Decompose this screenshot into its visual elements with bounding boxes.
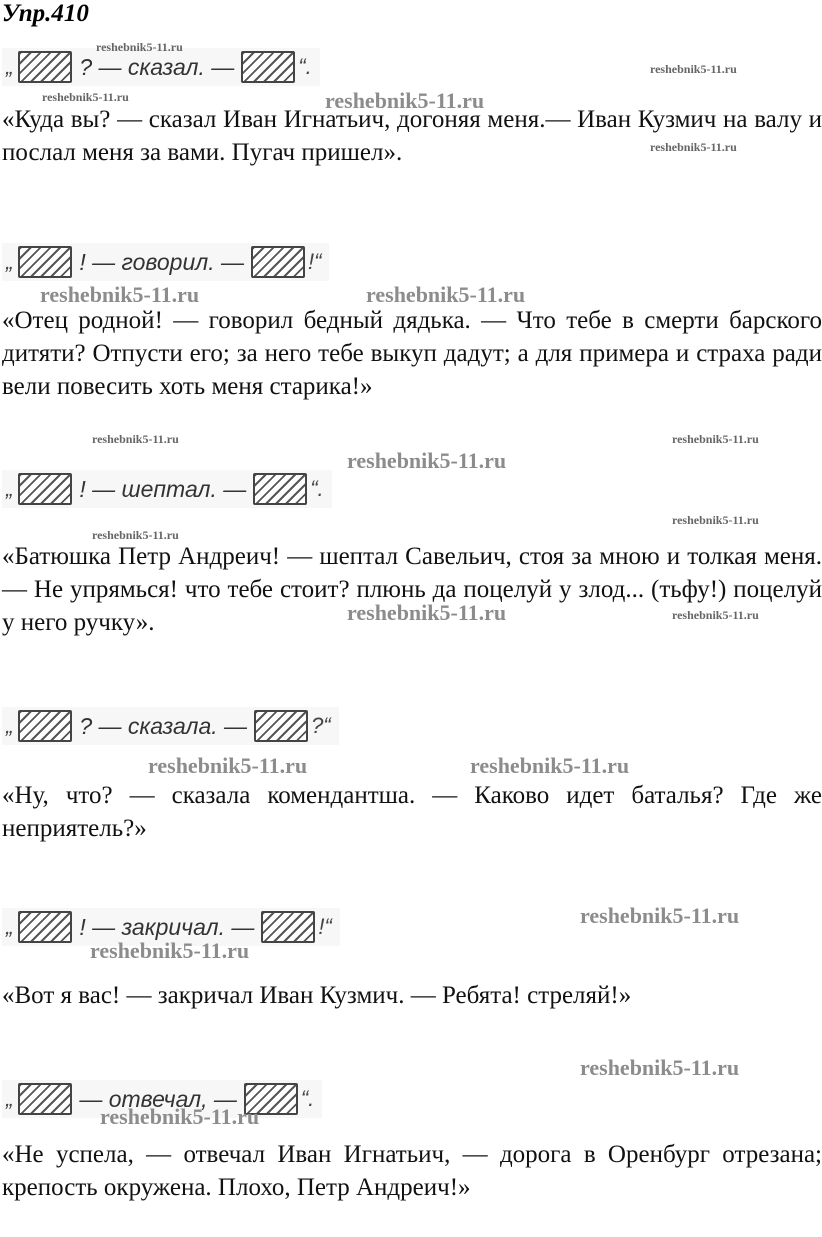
watermark: reshebnik5-11.ru — [347, 448, 507, 473]
watermark: reshebnik5-11.ru — [650, 140, 737, 154]
hatched-box-direct-speech — [251, 246, 305, 278]
hatched-box-direct-speech — [18, 911, 72, 943]
scheme-author-words: ? — сказал. — — [79, 53, 235, 80]
hatched-box-direct-speech — [253, 473, 307, 505]
watermark: reshebnik5-11.ru — [325, 88, 485, 113]
scheme-close-quote: !“ — [318, 914, 332, 939]
dialogue-text-5: «Вот я вас! — закричал Иван Кузмич. — Ребята! стреляй!» — [2, 982, 632, 1009]
hatched-box-direct-speech — [261, 911, 315, 943]
dialogue-scheme-4 — [2, 707, 339, 745]
dialogue-scheme-2 — [2, 243, 329, 281]
dialogue-text-3: «Батюшка Петр Андреич! — шептал Савельич, стоя за мною и толкая меня. — Не упрямься! что тебе стоит? плюнь да поцелуй у злод... (тьфу!) поцелуй у него ручку». — [2, 543, 822, 636]
dialogue-text-1: «Куда вы? — сказал Иван Игнатьич, догоняя меня.— Иван Кузмич на валу и послал меня за вами. Пугач пришел». — [2, 106, 822, 166]
scheme-open-quote: „ — [6, 249, 14, 274]
hatched-box-direct-speech — [254, 710, 308, 742]
watermark: reshebnik5-11.ru — [580, 1055, 740, 1080]
scheme-close-quote: ?“ — [311, 713, 331, 738]
scheme-author-words: — отвечал, — — [79, 1085, 237, 1112]
scheme-open-quote: „ — [6, 54, 14, 79]
watermark: reshebnik5-11.ru — [366, 282, 526, 307]
exercise-title: Упр.410 — [2, 0, 89, 27]
watermark: reshebnik5-11.ru — [672, 513, 759, 527]
dialogue-scheme-3 — [2, 470, 332, 508]
hatched-box-direct-speech — [241, 51, 295, 83]
watermark: reshebnik5-11.ru — [100, 1104, 260, 1129]
watermark: reshebnik5-11.ru — [96, 40, 183, 54]
watermark: reshebnik5-11.ru — [347, 600, 507, 625]
hatched-box-direct-speech — [18, 473, 72, 505]
watermark: reshebnik5-11.ru — [92, 432, 179, 446]
watermark: reshebnik5-11.ru — [672, 432, 759, 446]
dialogue-text-6: «Не успела, — отвечал Иван Игнатьич, — дорога в Оренбург отрезана; крепость окружена. Плохо, Петр Андреич!» — [2, 1141, 822, 1201]
hatched-box-direct-speech — [18, 1083, 72, 1115]
scheme-close-quote: !“ — [308, 249, 322, 274]
scheme-close-quote: “. — [298, 54, 312, 79]
scheme-open-quote: „ — [6, 713, 14, 738]
watermark: reshebnik5-11.ru — [672, 608, 759, 622]
scheme-author-words: ! — закричал. — — [79, 913, 255, 940]
watermark: reshebnik5-11.ru — [580, 903, 740, 928]
watermark: reshebnik5-11.ru — [148, 753, 308, 778]
scheme-open-quote: „ — [6, 476, 14, 501]
dialogue-text-4: «Ну, что? — сказала комендантша. — Каково идет баталья? Где же неприятель?» — [2, 782, 822, 842]
hatched-box-direct-speech — [18, 710, 72, 742]
watermark: reshebnik5-11.ru — [92, 528, 179, 542]
scheme-author-words: ? — сказала. — — [79, 712, 248, 739]
scheme-close-quote: “. — [310, 476, 324, 501]
dialogue-text-2: «Отец родной! — говорил бедный дядька. — Что тебе в смерти барского дитяти? Отпусти его; за него тебе выкуп дадут; а для примера и страха ради вели повесить хоть меня старика!» — [2, 307, 822, 400]
scheme-author-words: ! — шептал. — — [79, 475, 247, 502]
watermark: reshebnik5-11.ru — [90, 938, 250, 963]
hatched-box-direct-speech — [18, 51, 72, 83]
watermark: reshebnik5-11.ru — [42, 90, 129, 104]
watermark: reshebnik5-11.ru — [470, 753, 630, 778]
scheme-open-quote: „ — [6, 914, 14, 939]
watermark: reshebnik5-11.ru — [650, 62, 737, 76]
hatched-box-direct-speech — [18, 246, 72, 278]
scheme-open-quote: „ — [6, 1086, 14, 1111]
watermark: reshebnik5-11.ru — [40, 282, 200, 307]
scheme-author-words: ! — говорил. — — [79, 248, 245, 275]
scheme-close-quote: “. — [300, 1086, 315, 1111]
